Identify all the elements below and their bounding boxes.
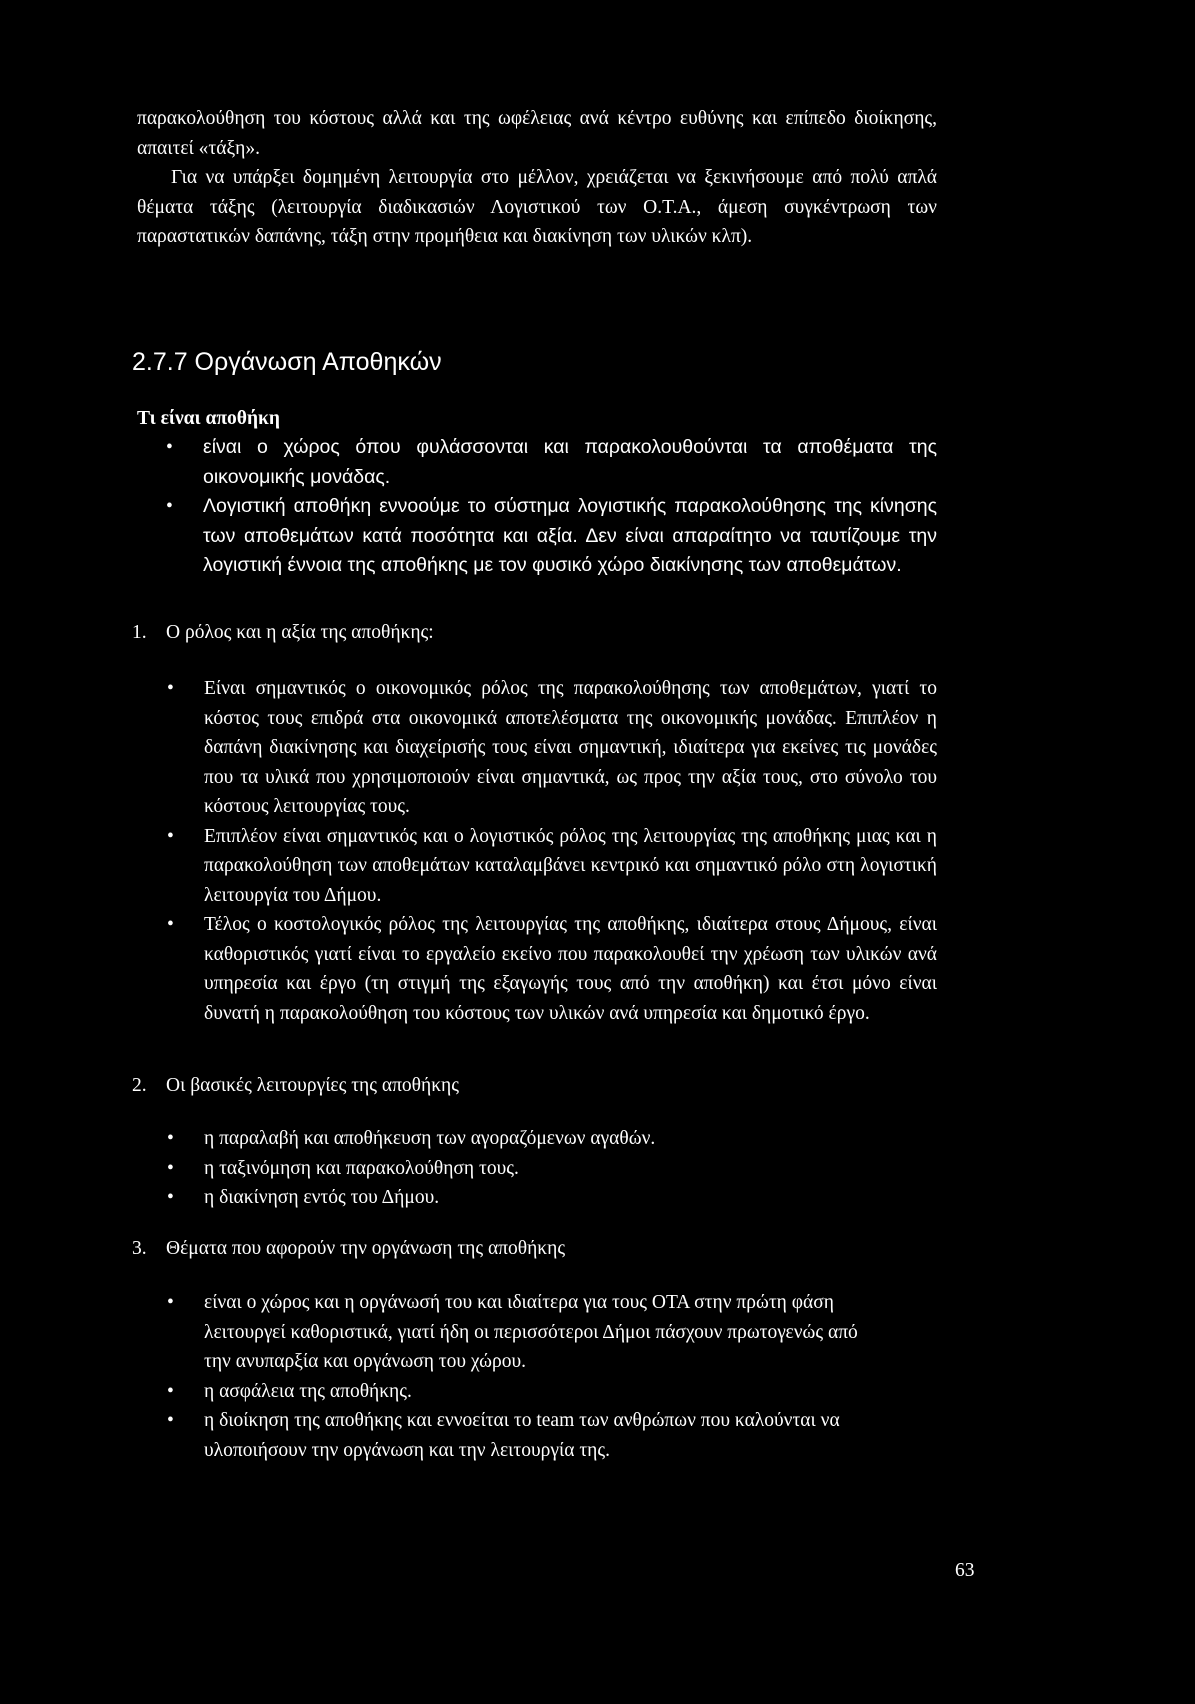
numbered-heading-3: [132, 1234, 565, 1264]
bullet-icon: •: [167, 1410, 174, 1431]
item-number: 1.: [132, 622, 147, 643]
list-item: • είναι ο χώρος και η οργάνωσή του και ιδιαίτερα για τους ΟΤΑ στην πρώτη φάση λειτουργεί καθοριστικά, γιατί ήδη οι περισσότεροι Δήμοι πάσχουν πρωτογενώς από την ανυπαρξία και οργάνωση του χώρου.: [204, 1288, 884, 1377]
bullet-icon: •: [167, 1380, 174, 1402]
item1-bullet-list: [167, 674, 937, 1028]
bullet-icon: •: [167, 1292, 174, 1313]
list-item: • είναι ο χώρος όπου φυλάσσονται και παρακολουθούνται τα αποθέματα της οικονομικής μονάδας.: [203, 433, 937, 492]
bullet-icon: •: [167, 1157, 174, 1179]
item-number: 2.: [132, 1075, 147, 1096]
bullet-icon: •: [167, 678, 174, 699]
intro-paragraph-1: παρακολούθηση του κόστους αλλά και της ωφέλειας ανά κέντρο ευθύνης και επίπεδο διοίκησης, απαιτεί «τάξη».: [137, 108, 937, 159]
list-item: • Τέλος ο κοστολογικός ρόλος της λειτουργίας της αποθήκης, ιδιαίτερα στους Δήμους, είναι καθοριστικός γιατί είναι το εργαλείο εκείνο που παρακολουθεί την χρέωση των υλικών ανά υπηρεσία και έργο (τη στιγμή της εξαγωγής τους από την αποθήκη) και έτσι μόνο είναι δυνατή η παρακολούθηση του κόστους των υλικών ανά υπηρεσία και δημοτικό έργο.: [204, 910, 937, 1028]
list-item: • Είναι σημαντικός ο οικονομικός ρόλος της παρακολούθησης των αποθεμάτων, γιατί το κόστος τους επιδρά στα οικονομικά αποτελέσματα της οικονομικής μονάδας. Επιπλέον η δαπάνη διακίνησης και διαχείρισής τους είναι σημαντική, ιδιαίτερα για εκείνες τις μονάδες που τα υλικά που χρησιμοποιούν είναι σημαντικά, ως προς την αξία τους, στο σύνολο του κόστους λειτουργίας τους.: [204, 674, 937, 822]
numbered-heading-1: [132, 618, 434, 648]
item-number: 3.: [132, 1238, 147, 1259]
item-title: Θέματα που αφορούν την οργάνωση της αποθήκης: [166, 1238, 566, 1259]
item3-bullet-list: [167, 1288, 884, 1465]
list-item: • Επιπλέον είναι σημαντικός και ο λογιστικός ρόλος της λειτουργίας της αποθήκης μιας και η παρακολούθηση των αποθεμάτων καταλαμβάνει κεντρικό και σημαντικό ρόλο στη λογιστική λειτουργία του Δήμου.: [204, 822, 937, 911]
list-item: • Λογιστική αποθήκη εννοούμε το σύστημα λογιστικής παρακολούθησης της κίνησης των αποθεμάτων κατά ποσότητα και αξία. Δεν είναι απαραίτητο να ταυτίζουμε την λογιστική έννοια της αποθήκης με τον φυσικό χώρο διακίνησης των αποθεμάτων.: [203, 492, 937, 581]
list-item: • η ταξινόμηση και παρακολούθηση τους.: [204, 1154, 937, 1184]
numbered-heading-2: [132, 1071, 459, 1101]
section-heading: 2.7.7 Οργάνωση Αποθηκών: [132, 348, 442, 376]
section-subheading: Τι είναι αποθήκη: [137, 408, 280, 429]
bullet-icon: •: [167, 1187, 174, 1208]
list-item: • η παραλαβή και αποθήκευση των αγοραζόμενων αγαθών.: [204, 1124, 937, 1154]
item-title: Οι βασικές λειτουργίες της αποθήκης: [166, 1075, 459, 1096]
list-item: • η διακίνηση εντός του Δήμου.: [204, 1183, 937, 1213]
page-number: 63: [955, 1560, 975, 1581]
item-title: Ο ρόλος και η αξία της αποθήκης:: [166, 622, 434, 643]
bullet-icon: •: [166, 496, 173, 517]
section-bullet-list: [166, 433, 937, 581]
bullet-icon: •: [167, 825, 174, 847]
bullet-icon: •: [166, 437, 173, 458]
intro-paragraph-2: Για να υπάρξει δομημένη λειτουργία στο μέλλον, χρειάζεται να ξεκινήσουμε από πολύ απλά θέματα τάξης (λειτουργία διαδικασιών Λογιστικού των Ο.Τ.Α., άμεση συγκέντρωση των παραστατικών δαπάνης, τάξη στην προμήθεια και διακίνηση των υλικών κλπ).: [137, 167, 937, 247]
list-item: • η ασφάλεια της αποθήκης.: [204, 1377, 884, 1407]
bullet-icon: •: [167, 914, 174, 935]
item2-bullet-list: [167, 1124, 937, 1213]
list-item: • η διοίκηση της αποθήκης και εννοείται το team των ανθρώπων που καλούνται να υλοποιήσουν την οργάνωση και την λειτουργία της.: [204, 1406, 884, 1465]
bullet-icon: •: [167, 1128, 174, 1149]
